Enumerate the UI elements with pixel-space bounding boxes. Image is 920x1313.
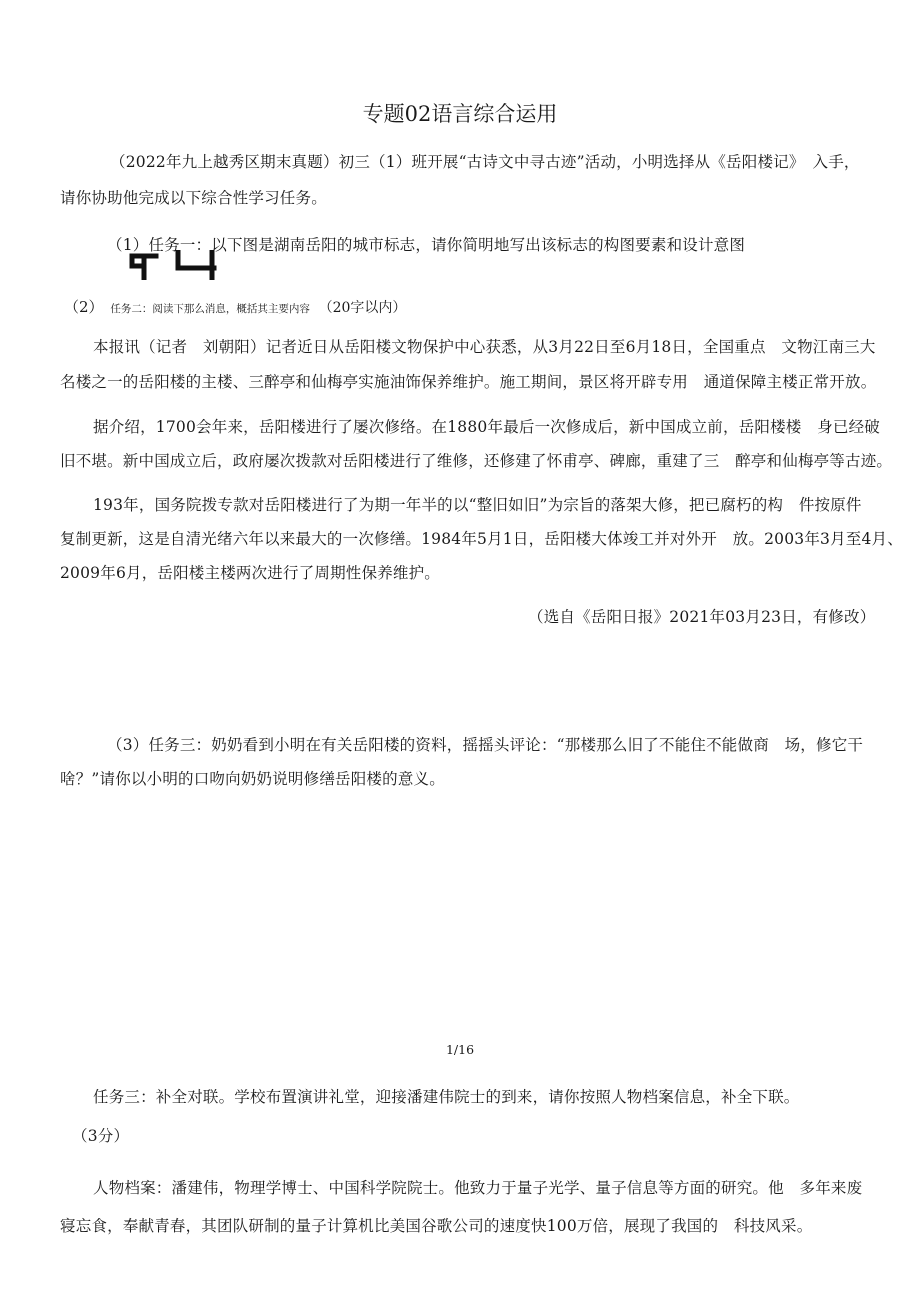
intro-line-1: （2022年九上越秀区期末真题）初三（1）班开展“古诗文中寻古迹”活动，小明选择从《岳阳楼记》 入手， [110,153,860,171]
task2-number: （2） [64,298,104,316]
page-number: 1/16 [445,1042,475,1057]
logo-stroke [178,252,214,278]
news-source: （选自《岳阳日报》2021年03月23日，有修改） [528,608,876,626]
news-p3-line-3: 2009年6月，岳阳楼主楼两次进行了周期性保养维护。 [60,564,441,582]
task2-limit: （20字以内） [318,300,407,316]
news-p2-line-1: 据介绍，1700会年来，岳阳楼进行了屡次修络。在1880年最后一次修成后，新中国成立前，岳阳楼楼 身已经破 [93,418,880,436]
task2-line [64,296,406,317]
news-p2-line-2: 旧不堪。新中国成立后，政府屡次拨款对岳阳楼进行了维修，还修建了怀甫亭、碑廊，重建了三 醉亭和仙梅亭等古迹。 [60,452,893,470]
news-p1-line-1: 本报讯（记者 刘朝阳）记者近日从岳阳楼文物保护中心获悉，从3月22日至6月18日，全国重点 文物江南三大 [93,338,876,356]
yueyang-logo-image [128,250,223,280]
intro-line-2: 请你协助他完成以下综合性学习任务。 [60,189,327,207]
task3-line-1: （3）任务三：奶奶看到小明在有关岳阳楼的资料，摇摇头评论：“那楼那么旧了不能住不能做商 场，修它干 [107,736,864,754]
page-title: 专题02语言综合运用 [362,102,558,126]
news-p3-line-1: 193年，国务院拨专款对岳阳楼进行了为期一年半的以“整旧如旧”为宗旨的落架大修，把已腐朽的构 件按原件 [93,496,862,514]
profile-line-2: 寝忘食，奉献青春，其团队研制的量子计算机比美国谷歌公司的速度快100万倍，展现了我国的 科技风采。 [60,1217,813,1235]
couplet-task-score: （3分） [72,1127,130,1145]
logo-stroke [132,256,156,278]
task1-text: （1）任务一：以下图是湖南岳阳的城市标志，请你简明地写出该标志的构图要素和设计意图 [107,236,746,254]
task2-text: 任务二：阅读下那么消息，概括其主要内容 [110,303,310,315]
news-p3-line-2: 复制更新，这是自清光绪六年以来最大的一次修缮。1984年5月1日，岳阳楼大体竣工并对外开 放。2003年3月至4月、 [60,530,903,548]
profile-line-1: 人物档案：潘建伟，物理学博士、中国科学院院士。他致力于量子光学、量子信息等方面的研究。他 多年来废 [93,1179,863,1197]
couplet-task-line: 任务三：补全对联。学校布置演讲礼堂，迎接潘建伟院士的到来，请你按照人物档案信息，补全下联。 [93,1088,800,1106]
task3-line-2: 啥？”请你以小明的口吻向奶奶说明修缮岳阳楼的意义。 [60,770,445,788]
news-p1-line-2: 名楼之一的岳阳楼的主楼、三醉亭和仙梅亭实施油饰保养维护。施工期间，景区将开辟专用 通道保障主楼正常开放。 [60,373,877,391]
